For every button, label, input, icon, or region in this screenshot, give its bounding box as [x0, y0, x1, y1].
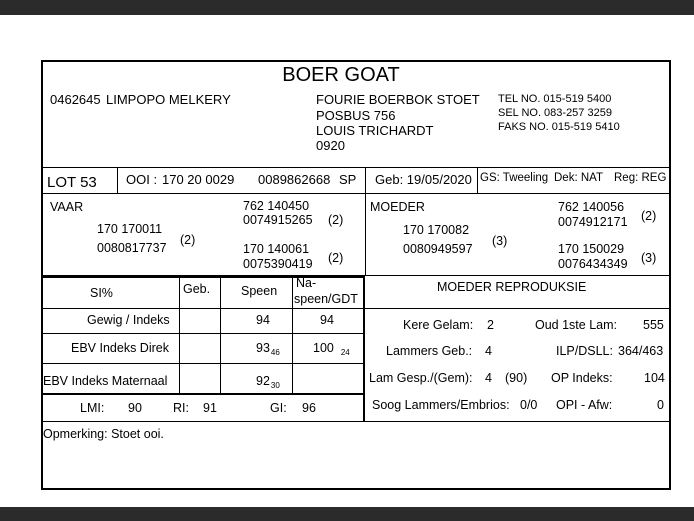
- moeder-top-number: 762 140056: [558, 200, 625, 214]
- oud-value: 555: [643, 318, 664, 332]
- vaar-label: VAAR: [50, 200, 84, 214]
- bottom-dark-band: [0, 507, 694, 521]
- op-label: OP Indeks:: [551, 371, 613, 385]
- stats-row-2-bottom: [41, 363, 365, 364]
- stats-row-3-label: EBV Indeks Maternaal: [43, 374, 168, 388]
- birth-date: Geb: 19/05/2020: [375, 172, 472, 187]
- lot-divider-2: [365, 167, 366, 194]
- breeder-name: LIMPOPO MELKERY: [106, 92, 231, 107]
- border-top: [41, 60, 671, 62]
- stats-row-2-speen-value: 93: [256, 341, 270, 355]
- stats-header-si: SI%: [90, 286, 113, 300]
- stats-row-3-speen: [256, 375, 280, 388]
- moeder-bottom-id: 0076434349: [558, 257, 628, 271]
- breeder-id: 0462645: [50, 92, 101, 107]
- stats-row-1-naspeen: 94: [320, 313, 334, 327]
- remarks: Opmerking: Stoet ooi.: [43, 427, 164, 441]
- repro-title: MOEDER REPRODUKSIE: [437, 280, 587, 294]
- stats-row-1-speen: 94: [256, 313, 270, 327]
- ri-value: 91: [203, 401, 217, 415]
- stats-col-3: [292, 276, 293, 394]
- soog-label: Soog Lammers/Embrios:: [372, 398, 510, 412]
- stats-header-naspeen-2: speen/GDT: [294, 292, 358, 306]
- page-title: BOER GOAT: [282, 64, 400, 86]
- lmi-label: LMI:: [80, 401, 105, 415]
- border-bottom: [41, 488, 671, 490]
- gesp-gem-value: (90): [505, 371, 528, 385]
- stats-row-2-speen: [256, 342, 280, 355]
- top-dark-band: [0, 0, 694, 15]
- moeder-dam-count: (3): [492, 234, 508, 248]
- vaar-sire-count: (2): [180, 233, 196, 247]
- gesp-value: 4: [485, 371, 492, 385]
- moeder-bottom-count: (3): [641, 251, 657, 265]
- lot-number: LOT 53: [47, 174, 97, 191]
- stats-header-speen: Speen: [241, 284, 278, 298]
- lammers-value: 4: [485, 344, 492, 358]
- vaar-sire-number: 170 170011: [97, 222, 163, 236]
- op-value: 104: [644, 371, 665, 385]
- lot-divider-1: [117, 167, 118, 194]
- cell-number: SEL NO. 083-257 3259: [498, 107, 612, 119]
- pedigree-divider: [365, 194, 366, 275]
- stats-row-2-naspeen-value: 100: [313, 341, 334, 355]
- stats-header-geb: Geb.: [183, 282, 211, 296]
- gi-value: 96: [302, 401, 316, 415]
- vaar-top-number: 762 140450: [243, 199, 310, 213]
- gs-value: GS: Tweeling: [480, 172, 549, 184]
- stats-row-2-speen-sub: 46: [270, 348, 280, 357]
- gi-label: GI:: [270, 401, 287, 415]
- dek-value: Dek: NAT: [554, 172, 603, 184]
- stats-header-naspeen-1: Na-: [296, 276, 317, 290]
- stats-col-1: [179, 276, 180, 394]
- reg-value: Reg: REG: [614, 172, 667, 184]
- oud-label: Oud 1ste Lam:: [535, 318, 617, 332]
- stats-row-1-label: Gewig / Indeks: [87, 313, 170, 327]
- kere-label: Kere Gelam:: [403, 318, 474, 332]
- lot-divider-3: [477, 167, 478, 194]
- lot-row-top: [41, 167, 671, 168]
- moeder-bottom-number: 170 150029: [558, 242, 625, 256]
- ooi-number: 170 20 0029: [162, 172, 235, 187]
- gesp-label: Lam Gesp./(Gem):: [369, 371, 473, 385]
- fax-number: FAKS NO. 015-519 5410: [498, 121, 620, 133]
- moeder-top-count: (2): [641, 209, 657, 223]
- ilp-value: 364/463: [618, 344, 664, 358]
- lmi-value: 90: [128, 401, 142, 415]
- vaar-top-count: (2): [328, 213, 344, 227]
- moeder-dam-number: 170 170082: [403, 223, 470, 237]
- address-line-3: 0920: [316, 138, 345, 153]
- tel-number: TEL NO. 015-519 5400: [498, 93, 612, 105]
- animal-code: SP: [339, 172, 357, 187]
- stats-row-3-speen-sub: 30: [270, 381, 280, 390]
- stats-row-2-naspeen: [313, 342, 350, 355]
- stats-row-3-bottom: [41, 393, 365, 395]
- vaar-sire-id: 0080817737: [97, 241, 167, 255]
- vaar-bottom-number: 170 140061: [243, 242, 310, 256]
- stats-col-2: [220, 276, 221, 394]
- stats-box-right: [363, 276, 365, 422]
- opi-value: 0: [657, 398, 664, 412]
- stats-row-2-label: EBV Indeks Direk: [71, 341, 169, 355]
- ilp-label: ILP/DSLL:: [556, 344, 613, 358]
- soog-value: 0/0: [520, 398, 538, 412]
- lot-row-bottom: [41, 193, 671, 194]
- stats-header-bottom: [41, 308, 671, 309]
- address-line-2: LOUIS TRICHARDT: [316, 123, 434, 138]
- address-line-1: POSBUS 756: [316, 108, 396, 123]
- kere-value: 2: [487, 318, 494, 332]
- vaar-bottom-count: (2): [328, 251, 344, 265]
- stats-row-1-bottom: [41, 333, 365, 334]
- ooi-label: OOI :: [126, 172, 158, 187]
- ri-label: RI:: [173, 401, 189, 415]
- stats-summary-bottom: [41, 421, 671, 422]
- lammers-label: Lammers Geb.:: [386, 344, 473, 358]
- moeder-dam-id: 0080949597: [403, 242, 473, 256]
- stud-name: FOURIE BOERBOK STOET: [316, 92, 480, 107]
- moeder-label: MOEDER: [370, 200, 425, 214]
- animal-id: 0089862668: [258, 172, 331, 187]
- stats-row-3-speen-value: 92: [256, 374, 270, 388]
- opi-label: OPI - Afw:: [556, 398, 613, 412]
- stats-box-top: [41, 276, 365, 278]
- stats-row-2-naspeen-sub: 24: [340, 348, 350, 357]
- moeder-top-id: 0074912171: [558, 215, 628, 229]
- vaar-top-id: 0074915265: [243, 213, 313, 227]
- vaar-bottom-id: 0075390419: [243, 257, 313, 271]
